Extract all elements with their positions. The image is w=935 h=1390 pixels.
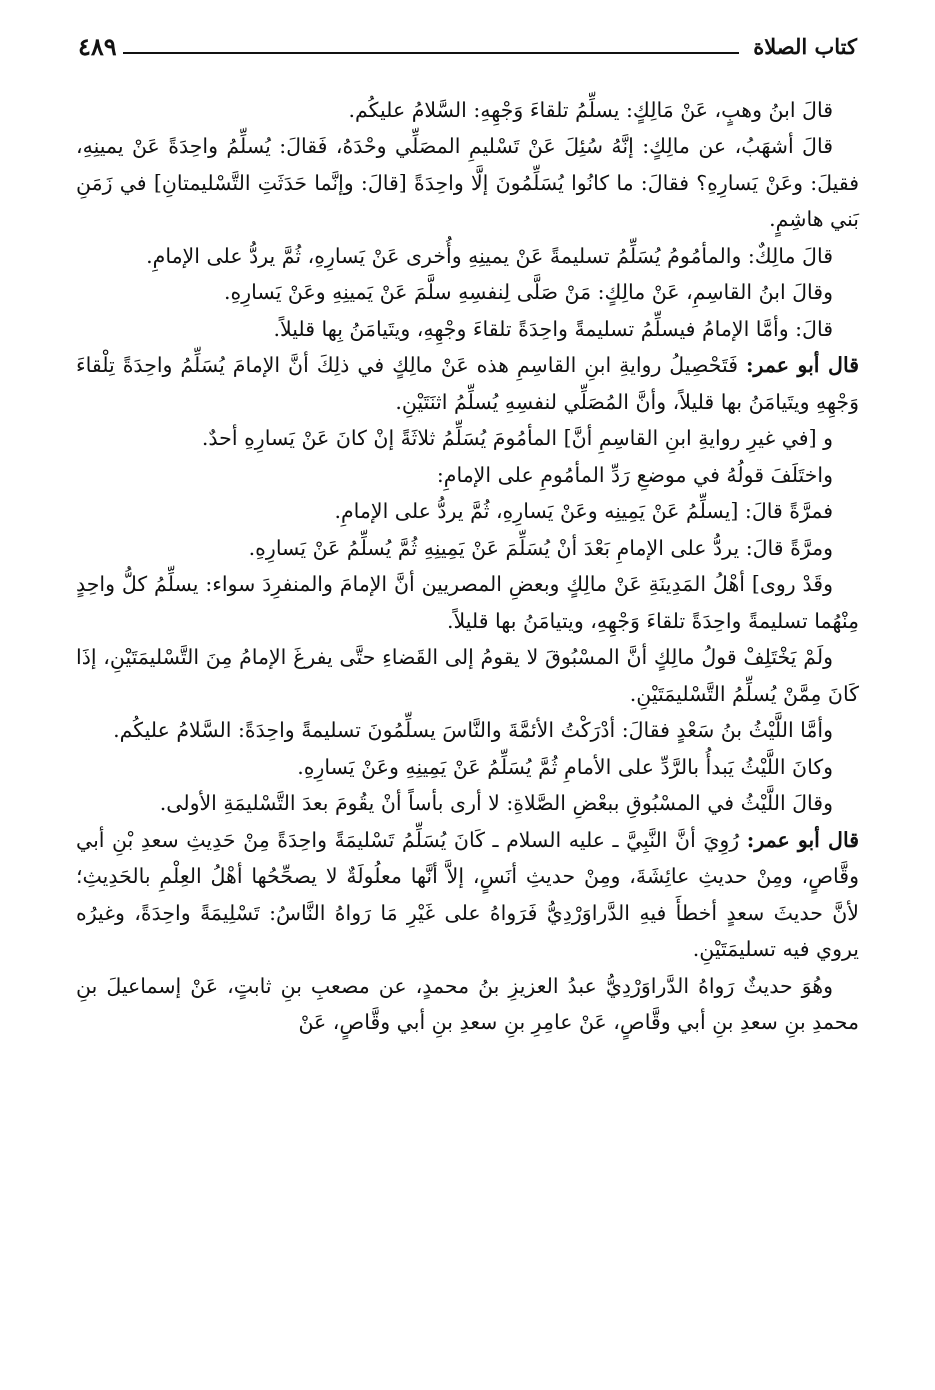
paragraph — [76, 311, 859, 347]
paragraph-text: ومرَّةً قالَ: يردُّ على الإمامِ بَعْدَ أنْ يُسَلِّمَ عَنْ يَمِينِهِ ثُمَّ يُسلِّمُ عَنْ يَسارِهِ. — [248, 535, 833, 560]
paragraph-text: وقالَ اللَّيْثُ في المسْبُوقِ ببعْضِ الصَّلاةِ: لا أرى بأساً أنْ يقُومَ بعدَ التَّسْليمَةِ الأولى. — [159, 791, 833, 816]
paragraph-text: وقَدْ روى] أهْلُ المَدِينَةِ عَنْ مالِكٍ وبعضِ المصريين أنَّ الإمامَ والمنفرِدَ سواء: يسلِّمُ كلُّ واحِدٍ مِنْهُما تسليمةً واحِدَةً تلقاءَ وَجْهِهِ، ويتيامَنُ بها قليلاً. — [76, 572, 859, 633]
paragraph — [76, 712, 859, 748]
paragraph — [76, 347, 859, 420]
paragraph-text: قالَ مالِكٌ: والمأمُومُ يُسَلِّمُ تسليمةً عَنْ يمينِهِ وأُخرى عَنْ يَسارِهِ، ثُمَّ يردُّ على الإمامِ. — [146, 243, 833, 268]
paragraph — [76, 274, 859, 310]
paragraph-text: و [في غيرِ روايةِ ابنِ القاسِمِ أنَّ] المأمُومَ يُسَلِّمُ ثلاثَةً إنْ كانَ عَنْ يَسارِهِ أحدٌ. — [201, 426, 833, 451]
paragraph — [76, 530, 859, 566]
book-title: كتاب الصلاة — [753, 33, 857, 59]
body-text — [76, 92, 859, 1041]
paragraph-text: ولَمْ يَخْتَلِفْ قولُ مالِكٍ أنَّ المسْبُوقَ لا يقومُ إلى القَضاءِ حتَّى يفرغَ الإمامُ مِنَ التَّسْليمَتَيْنِ، إذَا كَانَ مِمَّنْ يُسلِّمُ التَّسْليمَتَيْنِ. — [76, 645, 859, 706]
paragraph-text: قالَ ابنُ وهبٍ، عَنْ مَالِكٍ: يسلِّمُ تلقاءَ وَجْهِهِ: السَّلامُ عليكُم. — [348, 98, 833, 122]
header-rule — [123, 52, 740, 54]
paragraph — [76, 92, 859, 128]
page-number: ٤٨٩ — [78, 31, 117, 61]
paragraph-text: وقالَ ابنُ القاسِمِ، عَنْ مالِكٍ: مَنْ صَلَّى لِنفسِهِ سلَّمَ عَنْ يَمينِهِ وعَنْ يَسارِهِ. — [224, 280, 833, 305]
paragraph — [76, 238, 859, 274]
paragraph-text: وكانَ اللَّيْثُ يَبدأُ بالرَّدِّ على الأمامِ ثُمَّ يُسَلِّمُ عَنْ يَمِينِهِ وعَنْ يَسارِهِ. — [297, 754, 833, 779]
paragraph — [76, 128, 859, 237]
paragraph-text: رُوِيَ أنَّ النَّبِيَّ ـ عليه السلام ـ كَانَ يُسَلِّمُ تَسْليمَةً واحِدَةً مِنْ حَدِيثِ سعدِ بْنِ أبي وقَّاصٍ، ومِنْ حديثِ عائِشَةَ، ومِنْ حديثِ أنَسٍ، إلاَّ أنَّها معلُولَةٌ لا يصحِّحُها أهْلُ العِلْمِ بالحَدِيثِ؛ لأنَّ حديثَ سعدٍ أخطأَ فيهِ الدَّراوَرْدِيُّ فَرَواهُ على غَيْرِ مَا رَواهُ النَّاسُ: تَسْلِيمَةً واحِدَةً، وغيرُه يروي فيه تسليمَتَيْنِ. — [76, 827, 859, 962]
paragraph — [76, 785, 859, 821]
paragraph — [76, 457, 859, 493]
paragraph-text: قالَ أشهَبُ، عن مالِكٍ: إنَّهُ سُئِلَ عَنْ تَسْليمِ المصَلِّي وحْدَهُ، فَقالَ: يُسلِّمُ واحِدَةً عَنْ يمينِهِ، فقيلَ: وعَنْ يَسارِهِ؟ فقالَ: ما كانُوا يُسَلِّمُونَ إلَّا واحِدَةً [قالَ: وإنَّما حَدَثَتِ التَّسْليمتانِ] في زَمَنِ بَني هاشِمٍ. — [76, 134, 859, 232]
running-header — [78, 26, 857, 66]
paragraph — [76, 822, 859, 968]
speaker-label: قال أبو عمر: — [745, 353, 859, 378]
paragraph — [76, 420, 859, 456]
paragraph — [76, 639, 859, 712]
speaker-label: قال أبو عمر: — [746, 827, 859, 852]
paragraph-text: وهُوَ حديثٌ رَواهُ الدَّراوَرْدِيُّ عبدُ العزيزِ بنُ محمدٍ، عن مصعبِ بنِ ثابتٍ، عَنْ إسماعيلَ بنِ محمدِ بنِ سعدِ بنِ أبي وقَّاصٍ، عَنْ عامِرِ بنِ سعدِ بنِ أبي وقَّاصٍ، عَنْ — [76, 973, 859, 1035]
paragraph-text: واختَلَفَ قولُهُ في موضعِ رَدِّ المأمُومِ على الإمامِ: — [436, 462, 833, 487]
paragraph-text: وأمَّا اللَّيْثُ بنُ سَعْدٍ فقالَ: أدْرَكْتُ الأئمَّةَ والنَّاسَ يسلِّمُونَ تسليمةً واحِدَةً: السَّلامُ عليكُم. — [113, 718, 833, 743]
paragraph — [76, 968, 859, 1041]
paragraph — [76, 749, 859, 785]
paragraph — [76, 566, 859, 639]
paragraph-text: فمرَّةً قالَ: [يسلِّمُ عَنْ يَمِينِه وعَنْ يَسارِهِ، ثُمَّ يردُّ على الإمامِ. — [334, 499, 833, 524]
paragraph — [76, 493, 859, 529]
paragraph-text: قالَ: وأمَّا الإمامُ فيسلِّمُ تسليمةً واحِدَةً تلقاءَ وجْهِهِ، ويتَيامَنُ بِها قليلاً. — [273, 316, 833, 341]
paragraph-text: فَتَحْصِيلُ روايةِ ابنِ القاسِمِ هذه عَنْ مالِكٍ في ذلِكَ أنَّ الإمامَ يُسَلِّمُ واحِدَةً تِلْقاءَ وَجْهِهِ ويتَيامَنُ بها قليلاً، وأنَّ المُصَلِّي لنفسِهِ يُسلِّمُ اثنَتَيْنِ. — [76, 353, 859, 414]
